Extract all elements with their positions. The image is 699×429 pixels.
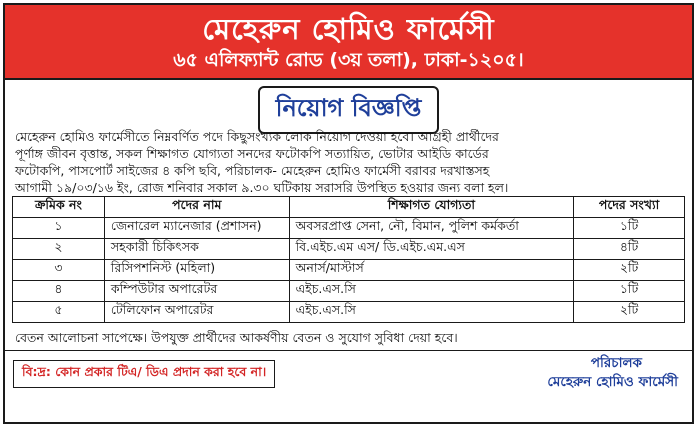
vacancy-table <box>12 196 685 323</box>
table-row <box>13 218 685 239</box>
cell-post: জেনারেল ম্যানেজার (প্রশাসন) <box>104 218 289 239</box>
table-row <box>13 260 685 281</box>
cell-qualification: এইচ.এস.সি <box>289 281 574 302</box>
cell-count: ৪টি <box>574 239 685 260</box>
cell-count: ১টি <box>574 281 685 302</box>
body-line: আগামী ১৯/০৩/১৬ ইং, রোজ শনিবার সকাল ৯.৩০ ঘটিকায় সরাসরি উপস্থিত হওয়ার জন্য বলা হল। <box>15 180 509 195</box>
signature-name: মেহেরুন হোমিও ফার্মেসী <box>547 374 678 390</box>
body-line: পূর্ণাঙ্গ জীবন বৃত্তান্ত, সকল শিক্ষাগত যোগ্যতা সনদের ফটোকপি সত্যায়িত, ভোটার আইডি কার্ডের <box>15 146 489 161</box>
salary-note: বেতন আলোচনা সাপেক্ষে। উপযুক্ত প্রার্থীদের আকর্ষণীয় বেতন ও সুযোগ সুবিধা দেয়া হবে। <box>15 330 458 345</box>
cell-serial: ১ <box>13 218 105 239</box>
notice-body <box>5 128 692 196</box>
table-row <box>13 239 685 260</box>
title-wrap <box>5 86 692 128</box>
table-row <box>13 281 685 302</box>
ta-da-note: বি:দ্র: কোন প্রকার টিএ/ ডিএ প্রদান করা হবে না। <box>13 360 275 388</box>
cell-count: ১টি <box>574 218 685 239</box>
header-post: পদের নাম <box>104 197 289 218</box>
cell-serial: ৩ <box>13 260 105 281</box>
pharmacy-name: মেহেরুন হোমিও ফার্মেসী <box>202 12 495 46</box>
cell-qualification: অবসরপ্রাপ্ত সেনা, নৌ, বিমান, পুলিশ কর্মকর্তা <box>289 218 574 239</box>
cell-post: রিসিপশনিস্ট (মহিলা) <box>104 260 289 281</box>
header-banner <box>5 5 692 80</box>
cell-count: ২টি <box>574 302 685 323</box>
cell-serial: ২ <box>13 239 105 260</box>
body-line: মেহেরুন হোমিও ফার্মেসীতে নিম্নবর্ণিত পদে কিছুসংখ্যক লোক নিয়োগ দেওয়া হবে। আগ্রহী প্রার্থীদের <box>15 129 499 144</box>
cell-serial: ৫ <box>13 302 105 323</box>
table-row <box>13 302 685 323</box>
cell-post: কম্পিউটার অপারেটর <box>104 281 289 302</box>
header-count: পদের সংখ্যা <box>574 197 685 218</box>
cell-post: সহকারী চিকিৎসক <box>104 239 289 260</box>
signature-block <box>547 354 678 392</box>
notice-title: নিয়োগ বিজ্ঞপ্তি <box>258 86 440 134</box>
footer <box>5 351 692 397</box>
header-serial: ক্রমিক নং <box>13 197 105 218</box>
cell-serial: ৪ <box>13 281 105 302</box>
cell-qualification: অনার্স/মাস্টার্স <box>289 260 574 281</box>
cell-post: টেলিফোন অপারেটর <box>104 302 289 323</box>
signature-title: পরিচালক <box>590 355 642 371</box>
cell-qualification: এইচ.এস.সি <box>289 302 574 323</box>
header-qualification: শিক্ষাগত যোগ্যতা <box>289 197 574 218</box>
body-line: ফটোকপি, পাসপোর্ট সাইজের ৪ কপি ছবি, পরিচালক- মেহেরুন হোমিও ফার্মেসী বরাবর দরখাস্তসহ <box>15 163 490 178</box>
cell-count: ২টি <box>574 260 685 281</box>
table-header-row <box>13 197 685 218</box>
cell-qualification: বি.এইচ.এম এস/ ডি.এইচ.এম.এস <box>289 239 574 260</box>
job-advertisement <box>3 3 694 424</box>
pharmacy-address: ৬৫ এলিফ্যান্ট রোড (৩য় তলা), ঢাকা-১২০৫। <box>173 49 524 71</box>
